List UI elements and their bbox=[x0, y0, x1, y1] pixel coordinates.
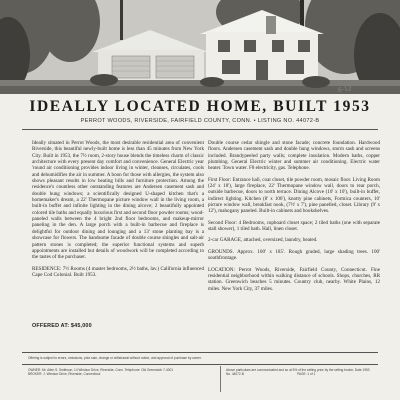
offer-price: OFFERED AT: $45,000 bbox=[32, 323, 92, 329]
first-floor-paragraph: First Floor: Entrance hall, coat closet, tile powder room, mosaic floor. Living Room (24' x 18'), large fireplace, 22' Thermopane window wall, doors to rear porch, outside barbecue, doors to north terrace. Dining Alcove (10' x 10'), built-in buffet, indirect lighting. Kitchen (8' x 106'), knotty pine cabinets, Formica counters, 10' picture window wall, breakfast nook, (7½' x 7'), pine panelled, closet. Library (9' x 12'), mahogany paneled. Built-in cabinets and bookshelves. bbox=[208, 176, 380, 215]
listing-subtitle: PERROT WOODS, RIVERSIDE, FAIRFIELD COUNTY, CONN. • LISTING NO. 44072-B bbox=[80, 118, 320, 124]
commission-line: Above particulars are communicated and so at 5% of the selling price by the selling broker, Date 1953 bbox=[226, 368, 370, 372]
left-column bbox=[32, 140, 204, 283]
footer-disclaimer: Offering is subject to errors, omissions, prior sale, change or withdrawal without notice, and approval of purchase by owner. bbox=[28, 356, 202, 360]
footer-owner-block bbox=[28, 368, 208, 377]
broker-line: BROKER: J. Windsor Drive, Riverside, Connecticut bbox=[28, 372, 101, 377]
listing-number: No. 44072-B bbox=[226, 372, 244, 377]
divider bbox=[22, 364, 378, 365]
garage-paragraph: 2-car GARAGE, attached, oversized, laundry, heated. bbox=[208, 237, 318, 244]
divider bbox=[22, 352, 378, 353]
house-photo bbox=[0, 0, 400, 94]
footer-divider bbox=[220, 366, 221, 392]
page-title: IDEALLY LOCATED HOME, BUILT 1953 bbox=[29, 98, 371, 115]
right-column bbox=[208, 140, 380, 297]
location-paragraph: LOCATION: Perrot Woods, Riverside, Fairfield County, Connecticut. Fine residential neighborhood within walking distance of schools. Shops, churches, RR station. Greenwich beaches 5 minutes. Country club, nearby. White Plains, 12 miles. New York City, 37 miles. bbox=[208, 266, 380, 292]
residence-paragraph: RESIDENCE: 7½ Rooms (4 master bedrooms, 2½ baths, lav.) California influenced Cape Cod Colonial. Built 1953. bbox=[32, 265, 204, 278]
house-photo-icon bbox=[0, 0, 400, 94]
page-number: PAGE: 1 of 1 bbox=[296, 372, 316, 377]
pencil-note: 6-12 bbox=[337, 85, 353, 94]
construction-paragraph: Double course cedar shingle and stone facade; concrete foundation. Hardwood floors. Andersen casement sash and double hung windows, storm sash and screens included. Brandypeeled party walls; complete insulation. Modern baths, copper plumbing. General Electric winter and summer air conditioning. Electric water heater. Town water. F8 electricity, gas. Telephone. bbox=[208, 140, 380, 172]
grounds-paragraph: GROUNDS. Approx. 100' x 185'. Rough graded, large shading trees. 100' southfrontage. bbox=[208, 248, 380, 262]
second-floor-paragraph: Second Floor: 4 Bedrooms, cupboard closet space; 2 tiled baths (one with separate stall shower), 1 tiled bath. Hall, linen closet. bbox=[208, 219, 380, 233]
owner-line: OWNER: Mr. Allen S. Smithson, 14 Windsor Drive, Riverside, Conn. Telephone: Old Greenwich 7-4001 bbox=[28, 368, 174, 372]
description-paragraph: Ideally situated in Perrot Woods, the most desirable residential area of convenient Riverside, this beautiful newly-built home is less than 45 minutes from New York City. Built in 1953, the 7½ room, 2-story house blends the timeless charm of classic architecture with every present day comfort and convenience. General Electric year 'round air conditioning provides indoor living in winter, cleanses, circulates, cools and dehumidifies the air in summer. A boon for those with allergies, the system also shows pleasant results in low heating bills and furniture protection. Among the residence's countless other outstanding features are Andersen casement sash and double hung windows; a scientifically designed U-shaped kitchen that's a homemaker's dream, a 22' Thermopane picture window wall in the living room, a built-in buffet and infinite lighting in the dining alcove; 2 beautifully appointed colored tile baths and equally luxurious first and second floor powder rooms; wood-paneled walls between the 4 bright 2nd floor bedrooms, and makeup-mirror paneling in the den. A large porch with a built-in barbecue and fireplace is delightful for outdoor dining and lounging and a 13' stone planting bay is a showcase for flowers. The handsome facade of double course shingles and salt-air pattern stones is completed; the superior functional systems and superb appointments are installed but details of woodwork will be completed according to the tastes of the purchaser. bbox=[32, 140, 204, 261]
divider bbox=[22, 129, 378, 130]
footer-right-block bbox=[226, 368, 372, 377]
